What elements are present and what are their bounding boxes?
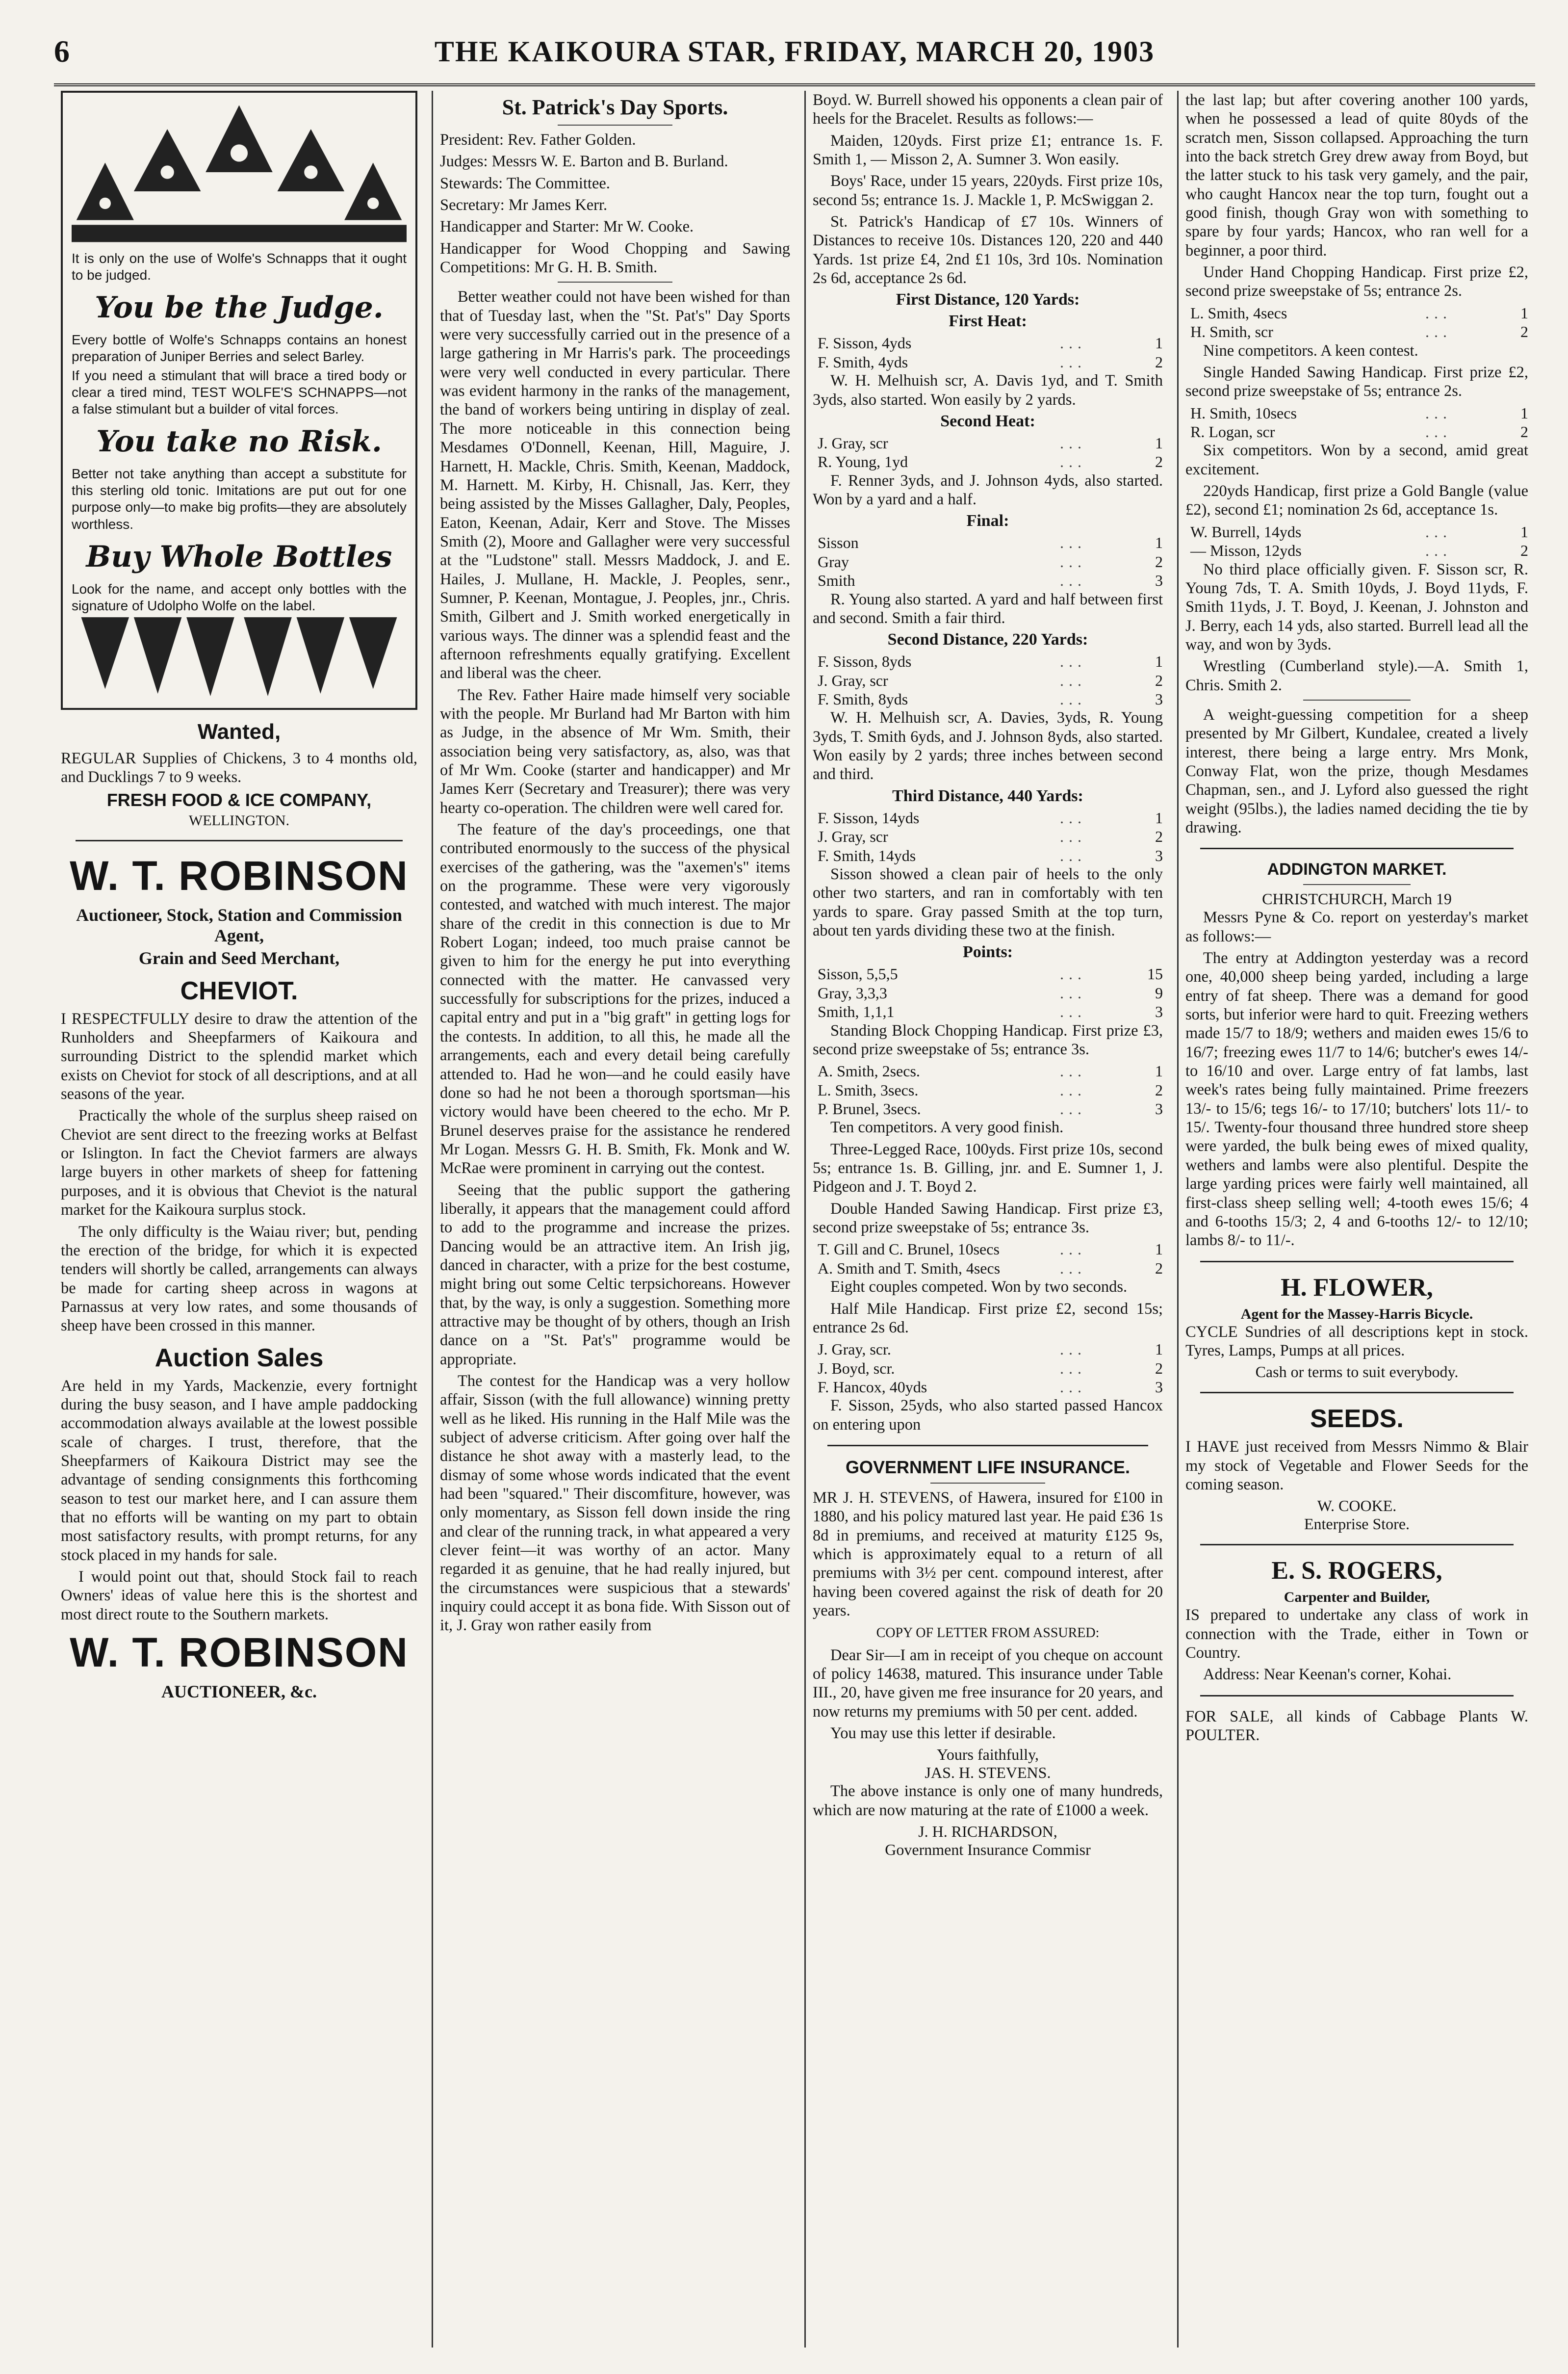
- addington-para-1: Messrs Pyne & Co. report on yesterday's market as follows:—: [1185, 909, 1528, 945]
- robinson-name: W. T. ROBINSON: [70, 852, 409, 899]
- govt-para-1: MR J. H. STEVENS, of Hawera, insured for £100 in 1880, and his policy matured last year. He paid £36 1s 8d in premiums, and received at maturity £125 9s, which is approximately equal to a return of all premiums with 3½ per cent. compound interest, after having been covered against the risk of death for 20 years.: [813, 1489, 1163, 1620]
- result-place: 2: [1155, 1359, 1163, 1377]
- sports-official: Handicapper for Wood Chopping and Sawing Competitions: Mr G. H. B. Smith.: [440, 239, 790, 277]
- result-row: [813, 809, 1163, 827]
- leader-dots: ...: [1060, 353, 1086, 371]
- block-chopping: Standing Block Chopping Handicap. First prize £3, second prize sweepstake of 5s; entrance 3s.: [813, 1021, 1163, 1058]
- third-distance-note: Sisson showed a clean pair of heels to the only other two starters, and ran in comfortably with ten yards to spare. Gray passed Smith at the top turn, about ten yards dividing these two at the finish.: [813, 865, 1163, 939]
- leader-dots: ...: [1060, 1240, 1086, 1258]
- second-distance-heading: Second Distance, 220 Yards:: [887, 630, 1088, 649]
- wolfe-slogan-judge: You be the Judge.: [95, 290, 384, 325]
- leader-dots: ...: [1425, 542, 1452, 560]
- govt-para-2: Dear Sir—I am in receipt of you cheque on account of policy 14638, matured. This insurance under Table III., 20, have given me free insurance for 20 years, and now returns my premiums with 50 per cent. added.: [813, 1646, 1163, 1721]
- leader-dots: ...: [1060, 1359, 1086, 1377]
- sports-para: The Rev. Father Haire made himself very sociable with the people. Mr Burland had Mr Barton with him as Judge, in the absence of Mr Wm. Smith, their association being very satisfactory, as, also, was that of Mr Wm. Cooke (starter and handicapper) and Mr James Kerr (Secretary and Treasurer); there was very hearty co-operation. The children were well cared for.: [440, 686, 790, 817]
- leader-dots: ...: [1060, 828, 1086, 846]
- result-row: [813, 334, 1163, 352]
- result-place: 9: [1155, 984, 1163, 1002]
- single-handed-sawing: Single Handed Sawing Handicap. First prize £2, second prize sweepstake of 5s; entrance 2s.: [1185, 363, 1528, 400]
- boys-race: Boys' Race, under 15 years, 220yds. First prize 10s, second 5s; entrance 1s. J. Mackle 1, P. McSwiggan 2.: [813, 172, 1163, 209]
- result-name: F. Smith, 8yds: [818, 690, 908, 708]
- leader-dots: ...: [1425, 304, 1452, 322]
- result-place: 1: [1155, 809, 1163, 827]
- result-row: [1185, 404, 1528, 422]
- double-handed-results: [813, 1240, 1163, 1278]
- result-place: 1: [1155, 1062, 1163, 1080]
- leader-dots: ...: [1060, 965, 1086, 983]
- result-name: Sisson: [818, 534, 859, 552]
- result-place: 3: [1155, 572, 1163, 590]
- result-name: Smith, 1,1,1: [818, 1003, 895, 1021]
- result-name: F. Sisson, 4yds: [818, 334, 912, 352]
- leader-dots: ...: [1425, 404, 1452, 422]
- flower-para-1: CYCLE Sundries of all descriptions kept in stock. Tyres, Lamps, Pumps at all prices.: [1185, 1323, 1528, 1359]
- robinson-para-2: Practically the whole of the surplus sheep raised on Cheviot are sent direct to the freezing works at Belfast or Islington. In fact the Cheviot farmers are always large buyers in other markets of sheep for fattening purposes, and it is obvious that Cheviot is the natural market for the Kaikoura surplus stock.: [61, 1107, 417, 1219]
- leader-dots: ...: [1060, 552, 1086, 571]
- col4-para-1: the last lap; but after covering another 100 yards, when he possessed a lead of quite 80yds of the scratch men, Sisson collapsed. Approaching the turn into the back stretch Grey drew away from Boyd, but the latter stuck to his task very gamely, and the pair, who caught Hancox near the top turn, fought out a good finish, though Gray won with something to spare by four yards; Hancox, who ran well for a beginner, a poor third.: [1185, 91, 1528, 260]
- leader-dots: ...: [1060, 846, 1086, 864]
- second-distance-note: W. H. Melhuish scr, A. Davies, 3yds, R. Young 3yds, T. Smith 6yds, and J. Johnson 8yds, also started. Won easily by 2 yards; three inches between second and third.: [813, 709, 1163, 783]
- result-place: 1: [1520, 304, 1528, 322]
- robinson-para-3: The only difficulty is the Waiau river; but, pending the erection of the bridge, for which it is expected tenders will shortly be called, arrangements can always be made for carting sheep across in wagons at Parnassus at very low rates, and some thousands of sheep have been crossed in this manner.: [61, 1223, 417, 1335]
- third-distance-heading: Third Distance, 440 Yards:: [892, 786, 1083, 805]
- govt-sig-4: Government Insurance Commisr: [885, 1840, 1091, 1858]
- leader-dots: ...: [1060, 1003, 1086, 1021]
- column-3: [804, 91, 1170, 2348]
- result-name: L. Smith, 3secs.: [818, 1081, 919, 1099]
- rogers-para-1: IS prepared to undertake any class of work in connection with the Trade, either in Town or Country.: [1185, 1606, 1528, 1662]
- three-legged-race: Three-Legged Race, 100yds. First prize 10s, second 5s; entrance 1s. B. Gilling, jnr. and E. Sumner 1, J. Pidgeon and J. T. Boyd 2.: [813, 1140, 1163, 1196]
- wolfe-body-3: Better not take anything than accept a substitute for this sterling old tonic. Imitations are put out for one purpose only—to make big profits—they are absolutely worthless.: [72, 466, 407, 532]
- result-row: [813, 533, 1163, 552]
- second-heat-note: F. Renner 3yds, and J. Johnson 4yds, also started. Won by a yard and a half.: [813, 471, 1163, 509]
- wanted-heading: Wanted,: [197, 720, 281, 744]
- for-sale-ad: FOR SALE, all kinds of Cabbage Plants W. POULTER.: [1185, 1707, 1528, 1744]
- result-row: [813, 552, 1163, 571]
- masthead: [54, 20, 1535, 86]
- rogers-para-2: Address: Near Keenan's corner, Kohai.: [1203, 1666, 1452, 1684]
- leader-dots: ...: [1060, 572, 1086, 590]
- leader-dots: ...: [1425, 422, 1452, 441]
- pennant-footer-illustration: [72, 616, 407, 700]
- result-place: 15: [1147, 965, 1163, 983]
- gold-bangle-results: [1185, 522, 1528, 560]
- result-row: [813, 965, 1163, 983]
- leader-dots: ...: [1060, 1062, 1086, 1080]
- govt-para-4: The above instance is only one of many hundreds, which are now maturing at the rate of £1000 a week.: [813, 1782, 1163, 1819]
- first-heat-heading: First Heat:: [949, 312, 1027, 331]
- result-place: 3: [1155, 690, 1163, 708]
- weight-guessing: A weight-guessing competition for a sheep presented by Mr Gilbert, Kundalee, created a lively interest, there being a large entry. Mrs Monk, Conway Flat, won the prize, though Mesdames Chapman, sen., and J. Lyford also guessed the right weight (95lbs.), the ladies named deciding the tie by drawing.: [1185, 705, 1528, 836]
- result-name: F. Sisson, 8yds: [818, 652, 912, 671]
- result-row: [1185, 422, 1528, 441]
- result-place: 3: [1155, 1099, 1163, 1118]
- result-row: [813, 1259, 1163, 1278]
- result-place: 1: [1155, 1340, 1163, 1358]
- fresh-food-company: FRESH FOOD & ICE COMPANY,: [106, 789, 372, 810]
- leader-dots: ...: [1060, 1259, 1086, 1277]
- results-intro: Boyd. W. Burrell showed his opponents a clean pair of heels for the Bracelet. Results as follows:—: [813, 91, 1163, 128]
- seeds-sig-2: Enterprise Store.: [1304, 1515, 1410, 1533]
- sports-official: Handicapper and Starter: Mr W. Cooke.: [440, 218, 694, 236]
- result-row: [813, 452, 1163, 471]
- result-row: [813, 1378, 1163, 1396]
- result-row: [813, 1002, 1163, 1021]
- leader-dots: ...: [1060, 1378, 1086, 1396]
- first-distance-heading: First Distance, 120 Yards:: [896, 290, 1080, 309]
- result-name: L. Smith, 4secs: [1190, 304, 1287, 322]
- wolfe-slogan-risk: You take no Risk.: [96, 424, 382, 459]
- sports-heading: St. Patrick's Day Sports.: [502, 95, 728, 119]
- addington-heading: ADDINGTON MARKET.: [1267, 860, 1447, 879]
- govt-para-3: You may use this letter if desirable.: [830, 1724, 1056, 1742]
- final-heading: Final:: [966, 512, 1009, 530]
- addington-para-2: The entry at Addington yesterday was a record one, 40,000 sheep being yarded, including a large entry of fat sheep. There was a demand for good sorts, but inferior were hard to quit. Freezing wethers made 15/7 to 18/9; wethers and maiden ewes 15/6 to 16/7; freezing ewes 11/7 to 14/6; butcher's ewes 14/- to 16/10 and over. Large entry of fat lambs, last week's rates being fully maintained. Prime freezers 13/- to 15/6; tegs 16/- to 17/10; butchers' lots 11/- to 15/. Twenty-four thousand three hundred store sheep were yarded, the bulk being ewes of mixed quality, wethers and lambs were also plentiful. Despite the large yarding prices were fairly well maintained, all first-class sheep selling well; 4-tooth ewes 15/6; 4 and 6-tooths 15/3; 2, 4 and 6-tooths 12/- to 12/10; lambs 8/- to 11/-.: [1185, 949, 1528, 1250]
- rogers-subtitle: Carpenter and Builder,: [1284, 1589, 1430, 1606]
- result-name: — Misson, 12yds: [1190, 542, 1302, 560]
- result-name: F. Hancox, 40yds: [818, 1378, 927, 1396]
- maiden-race: Maiden, 120yds. First prize £1; entrance 1s. F. Smith 1, — Misson 2, A. Sumner 3. Won easily.: [813, 131, 1163, 169]
- result-place: 1: [1520, 522, 1528, 541]
- result-row: [813, 671, 1163, 690]
- third-distance-results: [813, 809, 1163, 865]
- result-name: H. Smith, 10secs: [1190, 404, 1297, 422]
- gold-bangle-note: No third place officially given. F. Sisson scr, R. Young 7ds, T. A. Smith 10yds, J. Boyd 11yds, F. Smith 11yds, J. T. Boyd, J. Keenan, J. Johnston and J. Berry, each 14 yds, also started. Burrell lead all the way, and won by 3yds.: [1185, 560, 1528, 653]
- result-name: J. Gray, scr: [818, 828, 888, 846]
- first-heat-note: W. H. Melhuish scr, A. Davis 1yd, and T. Smith 3yds, also started. Won easily by 2 yards.: [813, 372, 1163, 409]
- column-1: [54, 91, 424, 2348]
- result-place: 1: [1155, 434, 1163, 452]
- newspaper-title: THE KAIKOURA STAR, FRIDAY, MARCH 20, 1903: [434, 35, 1155, 68]
- cheviot-heading: CHEVIOT.: [180, 976, 298, 1005]
- result-place: 1: [1155, 334, 1163, 352]
- points-heading: Points:: [963, 943, 1013, 962]
- result-name: Gray, 3,3,3: [818, 984, 887, 1002]
- result-place: 2: [1520, 422, 1528, 441]
- wolfe-schnapps-ad: [61, 91, 417, 710]
- seeds-sig-1: W. COOKE.: [1317, 1497, 1397, 1515]
- sports-para: Better weather could not have been wished for than that of Tuesday last, when the "St. Pat's" Day Sports were very successfully carried out in the presence of a large gathering in Mr Harris's park. The proceedings were very well conducted in every particular. There was evident harmony in the ranks of the management, the band of workers being untiring in display of zeal. The more noticeable in this connection being Mesdames O'Donnell, Keenan, Hill, Maguire, J. Harnett, H. Mackle, Chris. Smith, Keenan, Maddock, M. Harnett. M. Kirby, H. Chisnall, Jas. Kerr, they being assisted by the Misses Gallagher, Daly, Peoples, Eaton, Keenan, Adair, Kerr and Stove. The Misses Smith (2), Moore and Gallagher were very successful at the "Ludstone" stall. Messrs Maddock, J. and E. Hailes, J. Mullane, H. Mackle, J. Peoples, senr., Sumner, P. Keenan, Montague, J. Peoples, jnr., Chris. Smith, Gilbert and J. Smith worked energetically in various ways. The dinner was a splendid feast and the afternoon refreshments equally gratifying. Excellent and liberal was the cheer.: [440, 288, 790, 682]
- leader-dots: ...: [1060, 453, 1086, 471]
- result-row: [813, 353, 1163, 371]
- flower-para-2: Cash or terms to suit everybody.: [1255, 1363, 1459, 1381]
- result-place: 1: [1155, 1240, 1163, 1258]
- result-place: 3: [1155, 1378, 1163, 1396]
- govt-insurance-heading: GOVERNMENT LIFE INSURANCE.: [845, 1457, 1131, 1478]
- wrestling: Wrestling (Cumberland style).—A. Smith 1, Chris. Smith 2.: [1185, 657, 1528, 694]
- single-handed-results: [1185, 404, 1528, 442]
- result-row: [813, 1359, 1163, 1378]
- result-row: [813, 652, 1163, 671]
- govt-copy-heading: COPY OF LETTER FROM ASSURED:: [876, 1625, 1100, 1641]
- result-row: [813, 571, 1163, 590]
- result-name: F. Sisson, 14yds: [818, 809, 920, 827]
- leader-dots: ...: [1060, 334, 1086, 352]
- wolfe-body-1: Every bottle of Wolfe's Schnapps contains an honest preparation of Juniper Berries and select Barley.: [72, 332, 407, 365]
- result-place: 1: [1155, 534, 1163, 552]
- wolfe-body-4: Look for the name, and accept only bottles with the signature of Udolpho Wolfe on the label.: [72, 581, 407, 613]
- result-name: R. Young, 1yd: [818, 453, 908, 471]
- result-place: 2: [1520, 542, 1528, 560]
- result-place: 2: [1155, 353, 1163, 371]
- flower-subtitle: Agent for the Massey-Harris Bicycle.: [1240, 1305, 1473, 1322]
- half-mile-handicap: Half Mile Handicap. First prize £2, second 15s; entrance 2s 6d.: [813, 1300, 1163, 1336]
- robinson-para-1: I RESPECTFULLY desire to draw the attention of the Runholders and Sheepfarmers of Kaikoura and surrounding District to the splendid market which exists on Cheviot for stock of all descriptions, and at all seasons of the year.: [61, 1010, 417, 1103]
- second-distance-results: [813, 652, 1163, 708]
- result-row: [813, 434, 1163, 452]
- pennant-illustration: [72, 99, 407, 246]
- result-row: [1185, 304, 1528, 322]
- result-place: 2: [1155, 453, 1163, 471]
- result-name: W. Burrell, 14yds: [1190, 522, 1302, 541]
- result-row: [1185, 541, 1528, 560]
- second-heat-results: [813, 434, 1163, 471]
- leader-dots: ...: [1060, 652, 1086, 671]
- result-place: 2: [1155, 552, 1163, 571]
- seeds-para-1: I HAVE just received from Messrs Nimmo & Blair my stock of Vegetable and Flower Seeds for the coming season.: [1185, 1438, 1528, 1493]
- leader-dots: ...: [1060, 1081, 1086, 1099]
- seeds-heading: SEEDS.: [1310, 1405, 1404, 1434]
- wolfe-slogan-bottles: Buy Whole Bottles: [86, 539, 392, 574]
- wolfe-body-2: If you need a stimulant that will brace a tired body or clear a tired mind, TEST WOLFE'S SCHNAPPS—not a false stimulant but a builder of vital forces.: [72, 367, 407, 417]
- result-place: 2: [1155, 671, 1163, 689]
- result-place: 2: [1155, 1259, 1163, 1277]
- column-4: [1177, 91, 1535, 2348]
- page-number: 6: [54, 34, 70, 69]
- leader-dots: ...: [1060, 690, 1086, 708]
- rogers-name: E. S. ROGERS,: [1271, 1557, 1442, 1585]
- result-place: 3: [1155, 1003, 1163, 1021]
- leader-dots: ...: [1425, 323, 1452, 341]
- result-name: J. Boyd, scr.: [818, 1359, 895, 1377]
- result-row: [813, 1081, 1163, 1099]
- leader-dots: ...: [1060, 671, 1086, 689]
- result-name: Sisson, 5,5,5: [818, 965, 898, 983]
- result-name: J. Gray, scr: [818, 671, 888, 689]
- wanted-body: REGULAR Supplies of Chickens, 3 to 4 months old, and Ducklings 7 to 9 weeks.: [61, 750, 417, 786]
- robinson-para-4: Are held in my Yards, Mackenzie, every fortnight during the busy season, and I have ample paddocking accommodation always available at the lowest possible scale of charges. I trust, therefore, that the Sheepfarmers of Kaikoura District may see the advantage of sending consignments this forthcoming season to test our market here, and I can assure them that no efforts will be wanting on my part to obtain most satisfactory results, with prompt returns, for any stock placed in my hands for sale.: [61, 1377, 417, 1564]
- result-place: 1: [1520, 404, 1528, 422]
- under-hand-note: Nine competitors. A keen contest.: [1203, 341, 1418, 360]
- result-name: R. Logan, scr: [1190, 422, 1275, 441]
- block-chopping-results: [813, 1062, 1163, 1118]
- govt-sig-1: Yours faithfully,: [936, 1746, 1039, 1764]
- final-results: [813, 533, 1163, 590]
- leader-dots: ...: [1425, 522, 1452, 541]
- result-place: 2: [1155, 828, 1163, 846]
- leader-dots: ...: [1060, 1099, 1086, 1118]
- govt-sig-2: JAS. H. STEVENS.: [925, 1764, 1051, 1782]
- final-note: R. Young also started. A yard and half between first and second. Smith a fair third.: [813, 590, 1163, 627]
- sports-official: Stewards: The Committee.: [440, 174, 610, 192]
- double-handed-note: Eight couples competed. Won by two seconds.: [830, 1278, 1128, 1296]
- robinson-title-2: Grain and Seed Merchant,: [138, 948, 340, 968]
- flower-name: H. FLOWER,: [1281, 1273, 1433, 1302]
- half-mile-results: [813, 1340, 1163, 1396]
- under-hand-results: [1185, 304, 1528, 341]
- points-results: [813, 965, 1163, 1021]
- result-row: [1185, 322, 1528, 341]
- result-name: Gray: [818, 552, 849, 571]
- half-mile-note: F. Sisson, 25yds, who also started passed Hancox on entering upon: [813, 1397, 1163, 1434]
- second-heat-heading: Second Heat:: [940, 412, 1035, 430]
- single-handed-note: Six competitors. Won by a second, amid great excitement.: [1185, 442, 1528, 478]
- sports-official: Judges: Messrs W. E. Barton and B. Burland.: [440, 153, 728, 171]
- auction-sales-heading: Auction Sales: [154, 1343, 324, 1372]
- robinson-footer-title: AUCTIONEER, &c.: [161, 1682, 317, 1702]
- leader-dots: ...: [1060, 984, 1086, 1002]
- result-row: [813, 1062, 1163, 1080]
- sports-official: Secretary: Mr James Kerr.: [440, 196, 608, 214]
- result-place: 2: [1155, 1081, 1163, 1099]
- wellington: WELLINGTON.: [188, 812, 290, 829]
- robinson-title-1: Auctioneer, Stock, Station and Commission Agent,: [76, 905, 402, 945]
- leader-dots: ...: [1060, 1340, 1086, 1358]
- addington-dateline: CHRISTCHURCH, March 19: [1262, 890, 1452, 908]
- result-place: 2: [1520, 323, 1528, 341]
- leader-dots: ...: [1060, 534, 1086, 552]
- result-name: F. Smith, 14yds: [818, 846, 916, 864]
- result-name: P. Brunel, 3secs.: [818, 1099, 921, 1118]
- leader-dots: ...: [1060, 809, 1086, 827]
- result-name: F. Smith, 4yds: [818, 353, 908, 371]
- gold-bangle-handicap: 220yds Handicap, first prize a Gold Bangle (value £2), second £1; nomination 2s 6d, acceptance 1s.: [1185, 482, 1528, 519]
- block-chopping-note: Ten competitors. A very good finish.: [830, 1119, 1064, 1137]
- sports-official: President: Rev. Father Golden.: [440, 131, 636, 149]
- first-heat-results: [813, 334, 1163, 371]
- wolfe-intro: It is only on the use of Wolfe's Schnapps that it ought to be judged.: [72, 251, 407, 283]
- result-name: H. Smith, scr: [1190, 323, 1273, 341]
- result-name: J. Gray, scr.: [818, 1340, 891, 1358]
- result-row: [813, 984, 1163, 1002]
- result-row: [813, 827, 1163, 846]
- column-2: [432, 91, 797, 2348]
- result-row: [813, 690, 1163, 708]
- result-place: 3: [1155, 846, 1163, 864]
- under-hand-chopping: Under Hand Chopping Handicap. First prize £2, second prize sweepstake of 5s; entrance 2s.: [1185, 263, 1528, 300]
- result-row: [813, 1240, 1163, 1258]
- result-place: 1: [1155, 652, 1163, 671]
- result-name: A. Smith, 2secs.: [818, 1062, 920, 1080]
- sports-para: The feature of the day's proceedings, one that contributed enormously to the success of the physical exercises of the gathering, was the "axemen's" items on the programme. These were very vigorously contested, and watched with much interest. The major share of the credit in this connection is due to Mr Robert Logan; indeed, too much praise cannot be given to him for the energy he put into everything connected with the matter. He canvassed very successfully for subscriptions for the prizes, induced a capital entry and put in a "big graft" in getting logs for the contests. In addition, to all this, he made all the arrangements, each and every detail being carefully attended to. Had he won—and he could easily have done so had he not been a thorough sportsman—his victory would have been cheered to the echo. Mr P. Brunel deserves praise for the assistance he rendered Mr Logan. Messrs G. H. B. Smith, Fk. Monk and W. McRae were prominent in carrying out the contest.: [440, 821, 790, 1177]
- result-name: Smith: [818, 572, 855, 590]
- double-handed-sawing: Double Handed Sawing Handicap. First prize £3, second prize sweepstake of 5s; entrance 3s.: [813, 1200, 1163, 1237]
- leader-dots: ...: [1060, 434, 1086, 452]
- robinson-para-5: I would point out that, should Stock fail to reach Owners' ideas of value here this is the shortest and most direct route to the Southern markets.: [61, 1568, 417, 1623]
- govt-sig-3: J. H. RICHARDSON,: [918, 1822, 1057, 1840]
- result-row: [813, 846, 1163, 865]
- result-name: A. Smith and T. Smith, 4secs: [818, 1259, 1001, 1277]
- sports-para: Seeing that the public support the gathering liberally, it appears that the management could afford to add to the programme and increase the prizes. Dancing would be an attractive item. An Irish jig, danced in character, with a prize for the best costume, might bring out some Celtic terpsichoreans. However that, by the way, is only a suggestion. Something more attractive may be thought of by others, though an Irish dance on a "St. Pat's" programme would be appropriate.: [440, 1181, 790, 1368]
- result-name: J. Gray, scr: [818, 434, 888, 452]
- result-row: [1185, 522, 1528, 541]
- sports-para: The contest for the Handicap was a very hollow affair, Sisson (with the full allowance) winning pretty well as he liked. His running in the Half Mile was the subject of adverse criticism. After going over half the distance he shot away with a masterly lead, to the dismay of some whose words indicated that the event had been "squared." Their discomfiture, however, was only momentary, as Sisson fell down inside the ring and clear of the running track, in what appeared a very clever feint—it was worthy of an actor. Many regarded it as genuine, that he had really injured, but the circumstances were suspicious that a stewards' inquiry could accept it as bona fide. With Sisson out of it, J. Gray won rather easily from: [440, 1372, 790, 1635]
- result-row: [813, 1340, 1163, 1358]
- result-row: [813, 1099, 1163, 1118]
- result-name: T. Gill and C. Brunel, 10secs: [818, 1240, 1000, 1258]
- st-patricks-handicap: St. Patrick's Handicap of £7 10s. Winners of Distances to receive 10s. Distances 120, 220 and 440 Yards. 1st prize £4, 2nd £1 10s, 3rd 10s. Nomination 2s 6d, acceptance 2s 6d.: [813, 213, 1163, 287]
- robinson-footer-name: W. T. ROBINSON: [70, 1629, 409, 1676]
